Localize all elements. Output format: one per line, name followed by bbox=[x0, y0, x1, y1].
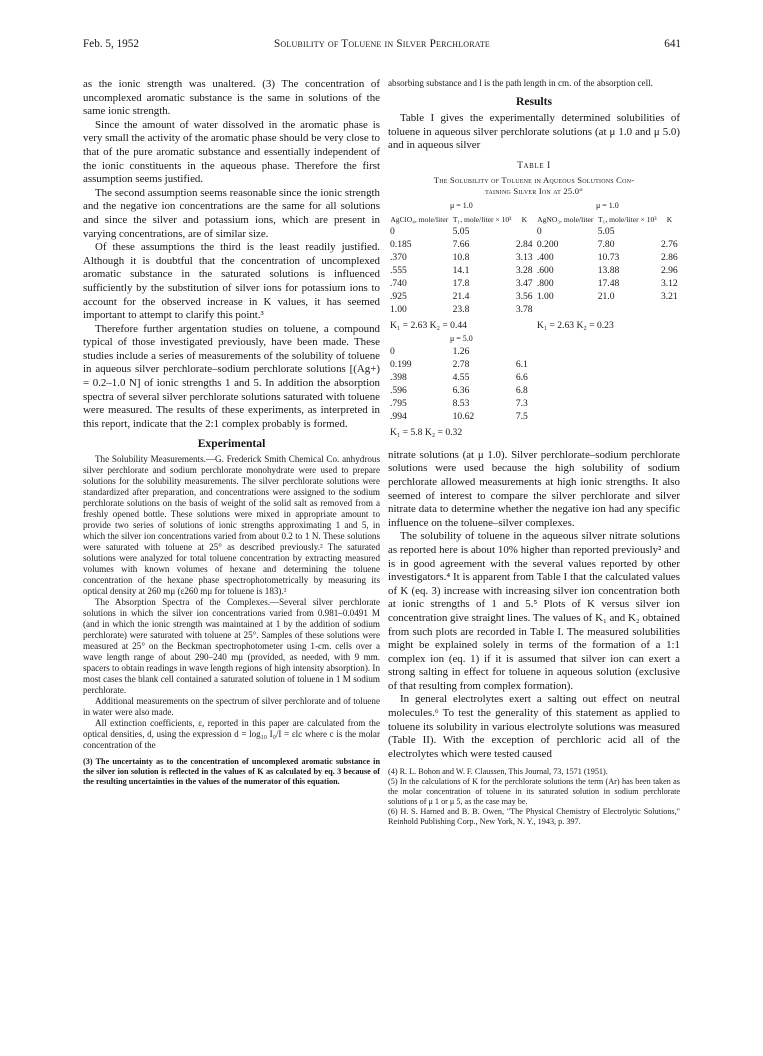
running-header bbox=[83, 38, 681, 52]
table-cell: 0.200 bbox=[536, 238, 559, 250]
table-cell: .994 bbox=[390, 410, 407, 422]
table-cell: .596 bbox=[390, 384, 407, 396]
header-title: Solubility of Toluene in Silver Perchlorate bbox=[273, 38, 490, 50]
table-cell: .555 bbox=[390, 264, 407, 276]
table-cell: 7.66 bbox=[452, 238, 470, 250]
table-row bbox=[388, 410, 680, 423]
table-cell: 0 bbox=[390, 345, 395, 357]
left-column bbox=[83, 78, 380, 787]
table-cell: 7.80 bbox=[597, 238, 615, 250]
table-cell: 5.05 bbox=[597, 225, 615, 237]
table-row bbox=[388, 371, 680, 384]
table-cell: 2.86 bbox=[660, 251, 678, 263]
table-cell: 3.47 bbox=[515, 277, 533, 289]
column-header: AgNO₃, mole/liter bbox=[537, 215, 594, 225]
paragraph: absorbing substance and l is the path length in cm. of the absorption cell. bbox=[388, 78, 653, 88]
table-row bbox=[388, 264, 680, 277]
footnote-block bbox=[83, 757, 380, 787]
k-values-right: K₁ = 2.63 K₂ = 0.23 bbox=[536, 319, 614, 331]
table-cell: 1.00 bbox=[390, 303, 407, 315]
table-cell: 0.185 bbox=[390, 238, 412, 250]
table-row bbox=[388, 290, 680, 303]
table-cell: 23.8 bbox=[452, 303, 470, 315]
footnote-block bbox=[388, 767, 680, 827]
table-cell: .400 bbox=[536, 251, 554, 263]
paragraph: Of these assumptions the third is the least readily justified. Although it is doubtful that the concentration of uncomplexed aromatic substance in the saturated solutions is influenced sufficiently by the substitution of silver ions for potassium ions to account for the observed increase in K values, it has seemed important to attempt to clarify this point.³ bbox=[83, 241, 380, 322]
table-cell: 2.96 bbox=[660, 264, 678, 276]
table-row bbox=[388, 251, 680, 264]
table-cell: 2.84 bbox=[515, 238, 533, 250]
column-header: T₁, mole/liter × 10³ bbox=[452, 215, 512, 225]
table-cell: 13.88 bbox=[597, 264, 620, 276]
table-row bbox=[388, 238, 680, 251]
table-cell bbox=[514, 225, 535, 238]
table-cell: 3.13 bbox=[515, 251, 533, 263]
table-cell: 3.56 bbox=[515, 290, 533, 302]
table-cell: 7.3 bbox=[515, 397, 528, 409]
table-cell: 6.6 bbox=[515, 371, 528, 383]
table-row bbox=[388, 358, 680, 371]
table-cell: 2.78 bbox=[452, 358, 470, 370]
table-cell bbox=[596, 303, 659, 316]
table-cell: .795 bbox=[390, 397, 407, 409]
footnote: (4) R. L. Bohon and W. F. Claussen, This Journal, 73, 1571 (1951). bbox=[388, 767, 608, 777]
table-cell: 14.1 bbox=[452, 264, 470, 276]
table-cell: 0.199 bbox=[390, 358, 412, 370]
table-row bbox=[388, 225, 680, 238]
column-header: T₁, mole/liter × 10³ bbox=[598, 215, 657, 225]
table-cell bbox=[535, 303, 596, 316]
table-row bbox=[388, 303, 680, 316]
column-header: K bbox=[521, 215, 528, 225]
experimental-paragraph: All extinction coefficients, ε, reported in this paper are calculated from the optical densities, d, using the expression d = log₁₀ I₀/I = εlc where c is the molar concentration of the bbox=[83, 718, 380, 751]
table-cell: 10.73 bbox=[597, 251, 620, 263]
table-cell: 10.8 bbox=[452, 251, 470, 263]
table-cell bbox=[514, 345, 535, 358]
table-cell: 1.00 bbox=[536, 290, 554, 302]
table-cell: 3.12 bbox=[660, 277, 678, 289]
table-cell: 10.62 bbox=[452, 410, 475, 422]
right-column bbox=[388, 78, 680, 827]
table-row bbox=[388, 397, 680, 410]
table-cell: 17.48 bbox=[597, 277, 620, 289]
table-cell bbox=[659, 303, 680, 316]
paragraph: In general electrolytes exert a salting out effect on neutral molecules.⁶ To test the generality of this statement as applied to toluene its solubility in various electrolyte solutions was measured (Table II). With the exception of perchloric acid all of the electrolytes which were tested caused bbox=[388, 693, 680, 760]
table-cell: 6.36 bbox=[452, 384, 470, 396]
table-cell: .370 bbox=[390, 251, 407, 263]
header-page-number: 641 bbox=[664, 38, 681, 50]
table-cell: 21.0 bbox=[597, 290, 615, 302]
table-cell: 0 bbox=[390, 225, 395, 237]
table-cell: 6.1 bbox=[515, 358, 528, 370]
table-cell bbox=[659, 225, 680, 238]
footnote: (3) The uncertainty as to the concentration of uncomplexed aromatic substance in the silver ion solution is reflected in the values of K as calculated by eq. 3 because of the resulting uncertainties in the values of the numerator of this equation. bbox=[83, 757, 380, 787]
results-heading: Results bbox=[515, 95, 553, 108]
table-mu5: μ = 5.0 bbox=[450, 333, 473, 343]
table-cell: 8.53 bbox=[452, 397, 470, 409]
table-caption-line: The Solubility of Toluene in Aqueous Solutions Con- bbox=[433, 174, 635, 185]
paragraph: Therefore further argentation studies on toluene, a compound typical of those investigated previously, have been made. These studies include a series of measurements of the solubility of toluene in aqueous silver perchlorate–sodium perchlorate solutions [(Ag+) = 0.2–1.0 N] of ionic strengths 1 and 5. In addition the absorption spectra of several silver perchlorate solutions saturated with toluene were measured. The results of these experiments, as interpreted in this report, indicate that the 2:1 complex probably is formed. bbox=[83, 322, 380, 430]
table-cell: .925 bbox=[390, 290, 407, 302]
table-cell: 3.28 bbox=[515, 264, 533, 276]
k-values-mu5: K₁ = 5.8 K₂ = 0.32 bbox=[390, 426, 463, 438]
paragraph: Table I gives the experimentally determined solubilities of toluene in aqueous silver perchlorate solutions (at μ 1.0 and μ 5.0) and in aqueous silver bbox=[388, 112, 680, 152]
table-cell: .398 bbox=[390, 371, 407, 383]
header-date: Feb. 5, 1952 bbox=[83, 38, 139, 50]
footnote: (6) H. S. Harned and B. B. Owen, "The Physical Chemistry of Electrolytic Solutions," Reinhold Publishing Corp., New York, N. Y., 1943, p. 397. bbox=[388, 807, 680, 827]
table-row bbox=[388, 384, 680, 397]
table-label: Table I bbox=[517, 160, 551, 171]
table-row bbox=[388, 345, 680, 358]
table-cell: 4.55 bbox=[452, 371, 470, 383]
table-cell: 0 bbox=[536, 225, 542, 237]
table-cell: 3.78 bbox=[515, 303, 533, 315]
column-header: K bbox=[666, 215, 673, 225]
table-caption-line: taining Silver Ion at 25.0° bbox=[485, 185, 583, 196]
table-cell: 5.05 bbox=[452, 225, 470, 237]
table-cell: 3.21 bbox=[660, 290, 678, 302]
table-cell: .800 bbox=[536, 277, 554, 289]
table-cell: 17.8 bbox=[452, 277, 470, 289]
column-header: AgClO₄, mole/liter bbox=[390, 215, 449, 225]
table-cell: 21.4 bbox=[452, 290, 470, 302]
footnote: (5) In the calculations of K for the perchlorate solutions the term (Ar) has been taken as the molar concentration of toluene in its saturated solution in sodium perchlorate solutions of μ 1 or μ 5, as the case may be. bbox=[388, 777, 680, 807]
table-cell: .600 bbox=[536, 264, 554, 276]
experimental-paragraph: Additional measurements on the spectrum of silver perchlorate and of toluene in water were also made. bbox=[83, 696, 380, 718]
table-cell: 6.8 bbox=[515, 384, 528, 396]
solubility-table bbox=[388, 199, 680, 439]
table-cell: 2.76 bbox=[660, 238, 678, 250]
experimental-paragraph: The Absorption Spectra of the Complexes.—Several silver perchlorate solutions in which the silver ion concentrations varied from 0.981–0.0491 M (and in which the ionic strength was maintained at 1 by the addition of sodium perchlorate) were saturated with toluene at 25°. Samples of these solutions were measured at 25° on the Beckman spectrophotometer using 1-cm. cells over a wave length range of about 290–240 mμ (provided, as needed, with 9 mm. spacers to obtain readings in wave length regions of high intensity absorption). In most cases the blank cell contained a saturated solution of toluene in 1 M sodium perchlorate. bbox=[83, 597, 380, 696]
experimental-heading: Experimental bbox=[197, 437, 266, 451]
table-cell: .740 bbox=[390, 277, 407, 289]
experimental-paragraph: The Solubility Measurements.—G. Frederick Smith Chemical Co. anhydrous silver perchlorate and sodium perchlorate monohydrate were used to prepare solutions for the solubility measurements. The silver perchlorate solutions were standardized after preparation, and concentrations were assigned to the sodium perchlorate solutions on the basis of weight of the solid salt as removed from a freshly opened bottle. These solutions were mixed in appropriate amount to provide two series of solutions of ionic strengths approximating 1 and 5, in which the silver ion concentrations varied from about 0.2 to 1 N. These solutions were saturated with toluene at 25° as described previously.² The saturated solutions were analyzed for total toluene concentration by extracting measured volumes with known volumes of hexane and determining the toluene concentration of the hexane phase spectrophotometrically by measuring its optical density at 260 mμ (ε260 mμ for toluene is 183).² bbox=[83, 454, 380, 597]
paragraph: The second assumption seems reasonable since the ionic strength and the negative ion concentrations are the same for all solutions and since the silver and potassium ions, which are present in varying concentrations, are of similar size. bbox=[83, 186, 380, 240]
k-values-left: K₁ = 2.63 K₂ = 0.44 bbox=[390, 319, 467, 331]
table-row bbox=[388, 277, 680, 290]
table-mu-left: μ = 1.0 bbox=[450, 200, 473, 210]
table-cell: 7.5 bbox=[515, 410, 528, 422]
table-caption bbox=[388, 175, 680, 197]
table-mu-right: μ = 1.0 bbox=[596, 200, 619, 210]
paragraph: nitrate solutions (at μ 1.0). Silver perchlorate–sodium perchlorate solutions were used because the high solubility of sodium perchlorate allowed measurements at high ionic strengths. It also seemed of interest to compare the silver perchlorate and silver nitrate data to determine whether the negative ion had any specific influence on the toluene–silver complexes. bbox=[388, 448, 680, 529]
paragraph: as the ionic strength was unaltered. (3) The concentration of uncomplexed aromatic substance is the same in solutions of the same ionic strength. bbox=[83, 78, 380, 118]
paragraph: The solubility of toluene in the aqueous silver nitrate solutions as reported here is about 10% higher than reported previously² and is in good agreement with the several values reported by other investigators.⁴ It is apparent from Table I that the calculated values of K (eq. 3) increase with increasing silver ion concentration both at ionic strengths of 1 and 5.⁵ Plots of K versus silver ion concentration give straight lines. The values of K₁ and K₂ obtained from such plots are recorded in Table I. The measured solubilities might be explained solely in terms of the formation of a 1:1 complex ion (eq. 1) if it is assumed that silver ion can exert a strong salting in effect for toluene in aqueous solution (exclusive of that resulting from complex formation). bbox=[388, 530, 680, 692]
table-cell: 1.26 bbox=[452, 345, 470, 357]
paragraph: Since the amount of water dissolved in the aromatic phase is very small the activity of the aromatic phase should be very close to that of the pure aromatic substance and essentially independent of the ionic constituents in the aqueous phase. Therefore the first assumption seems justified. bbox=[83, 118, 380, 186]
